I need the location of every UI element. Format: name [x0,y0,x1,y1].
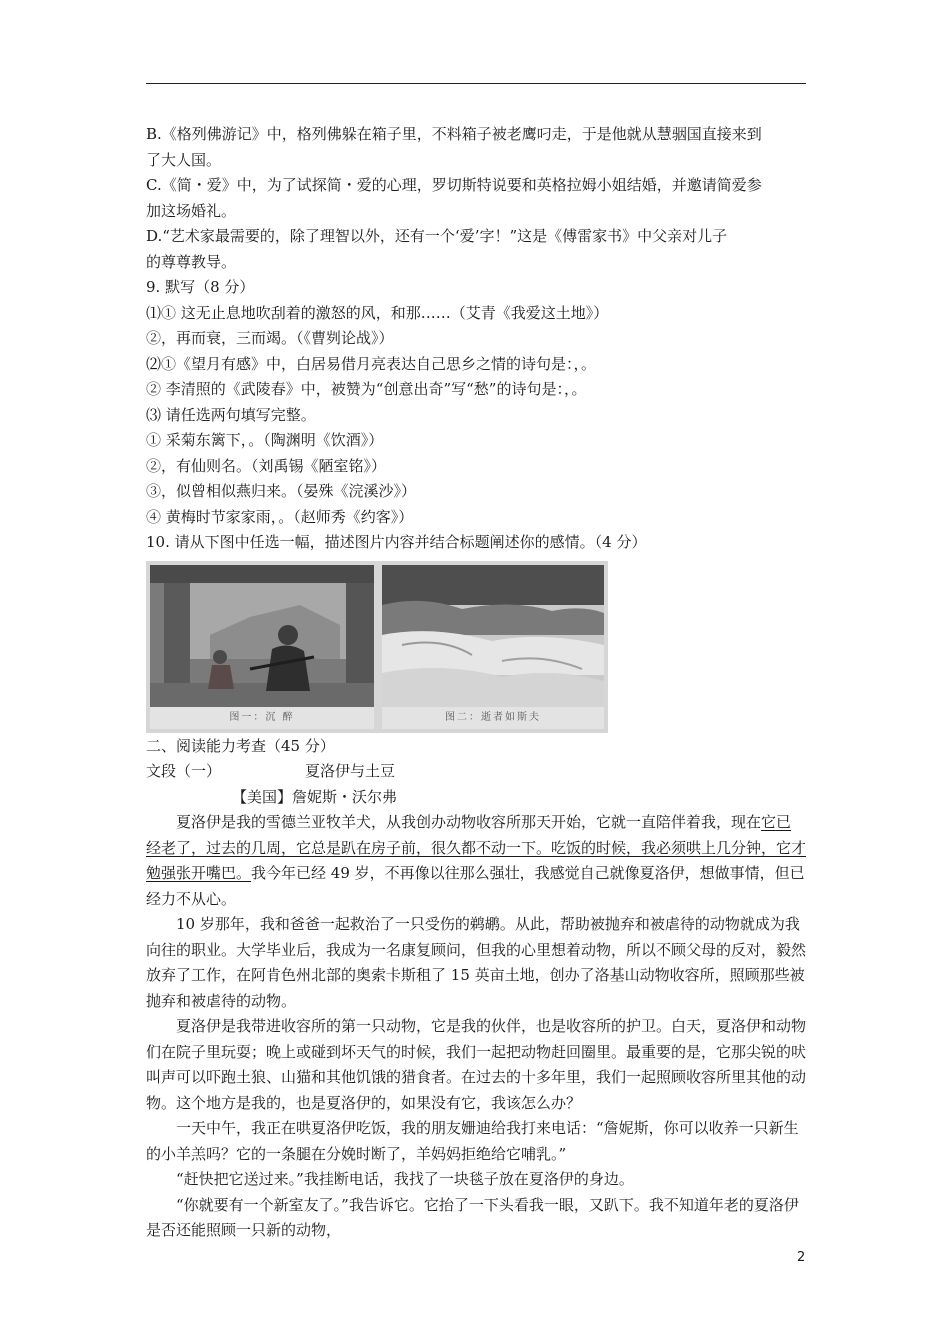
passage-paragraph-3: 夏洛伊是我带进收容所的第一只动物，它是我的伙伴，也是收容所的护卫。白天，夏洛伊和动物们在院子里玩耍；晚上或碰到坏天气的时候，我们一起把动物赶回圈里。最重要的是，它那尖锐的吠叫声可以吓跑土狼、山猫和其他饥饿的猎食者。在过去的十多年里，我们一起照顾收容所里其他的动物。这个地方是我的，也是夏洛伊的，如果没有它，我该怎么办？ [146,1017,807,1112]
paragraph-1-end: 我今年已经 49 岁，不再像以往那么强壮，我感觉自己就像夏洛伊，想做事情，但已经力不从心。 [146,864,805,908]
option-d-line-1: D.“艺术家最需要的，除了理智以外，还有一个‘爱’字！”这是《傅雷家书》中父亲对儿子 [146,227,728,245]
paragraph-1-start: 夏洛伊是我的雪德兰亚牧羊犬，从我创办动物收容所那天开始，它就一直陪伴着我，现在 [176,813,762,831]
question-9-3c: ③，似曾相似燕归来。（晏殊《浣溪沙》） [146,482,417,500]
passage-paragraph-5: “赶快把它送过来。”我挂断电话，我找了一块毯子放在夏洛伊的身边。 [176,1170,634,1188]
question-9-3a: ① 采菊东篱下，。（陶渊明《饮酒》） [146,431,384,449]
question-9-1a: ⑴① 这无止息地吹刮着的激怒的风，和那……（艾青《我爱这土地》） [146,303,609,322]
question-9-1b: ②，再而衰，三而竭。（《曹刿论战》） [146,329,394,347]
option-c-line-1: C.《简・爱》中，为了试探简・爱的心理，罗切斯特说要和英格拉姆小姐结婚，并邀请简爱参 [146,176,762,194]
option-b-line-2: 了大人国。 [146,150,222,169]
photo-flowing-water-image [382,565,604,729]
photo-flowing-water [378,561,608,733]
header-rule [146,83,806,84]
option-c-line-2: 加这场婚礼。 [146,201,237,220]
passage-heading [146,759,806,785]
option-b-line-1: B.《格列佛游记》中，格列佛躲在箱子里，不料箱子被老鹰叼走，于是他就从慧骃国直接来到 [146,125,762,143]
option-d-line-2: 的尊尊教导。 [146,252,237,271]
passage-paragraph-6: “你就要有一个新室友了。”我告诉它。它抬了一下头看我一眼，又趴下。我不知道年老的夏洛伊是否还能照顾一只新的动物， [146,1195,799,1239]
passage-paragraph-4: 一天中午，我正在哄夏洛伊吃饭，我的朋友姗迪给我打来电话：“詹妮斯，你可以收养一只新生的小羊羔吗？它的一条腿在分娩时断了，羊妈妈拒绝给它哺乳。” [146,1119,799,1163]
passage-label: 文段（一） [146,762,222,780]
photo-intoxication-image [150,565,374,729]
question-9-heading: 9. 默写（8 分） [146,278,255,296]
document-body [146,122,806,1244]
question-9-2a: ⑵①《望月有感》中，白居易借月亮表达自己思乡之情的诗句是：，。 [146,354,597,373]
photo-flowing-water-caption: 图二：逝者如斯夫 [382,707,604,729]
question-9-3: ⑶ 请任选两句填写完整。 [146,405,316,424]
question-9-3b: ②，有仙则名。（刘禹锡《陋室铭》） [146,456,387,475]
question-9-3d: ④ 黄梅时节家家雨，。（赵师秀《约客》） [146,507,414,526]
passage-title: 夏洛伊与土豆 [305,762,396,780]
question-10: 10. 请从下图中任选一幅，描述图片内容并结合标题阐述你的感情。（4 分） [146,533,647,551]
page-number: 2 [797,1250,806,1265]
section-2-heading: 二、阅读能力考查（45 分） [146,736,335,755]
question-9-2b: ② 李清照的《武陵春》中，被赞为“创意出奇”写“愁”的诗句是：，。 [146,380,587,398]
photo-strip [146,561,608,733]
photo-intoxication-caption: 图一：沉 醉 [150,707,374,729]
passage-paragraph-2: 10 岁那年，我和爸爸一起救治了一只受伤的鹈鹕。从此，帮助被抛弃和被虐待的动物就成为我向往的职业。大学毕业后，我成为一名康复顾问，但我的心里想着动物，所以不顾父母的反对，毅然放弃了工作，在阿肯色州北部的奥索卡斯租了 15 英亩土地，创办了洛基山动物收容所，照顾那些被抛弃和被虐待的动物。 [146,915,807,1010]
passage-author: 【美国】詹妮斯・沃尔弗 [232,787,398,806]
photo-intoxication [146,561,378,733]
paragraph-1-underlined: 它已经老了，过去的几周，它总是趴在房子前，很久都不动一下。吃饭的时候，我必须哄上几分钟，它才勉强张开嘴巴。 [146,813,807,882]
passage-paragraph-1 [146,810,806,912]
